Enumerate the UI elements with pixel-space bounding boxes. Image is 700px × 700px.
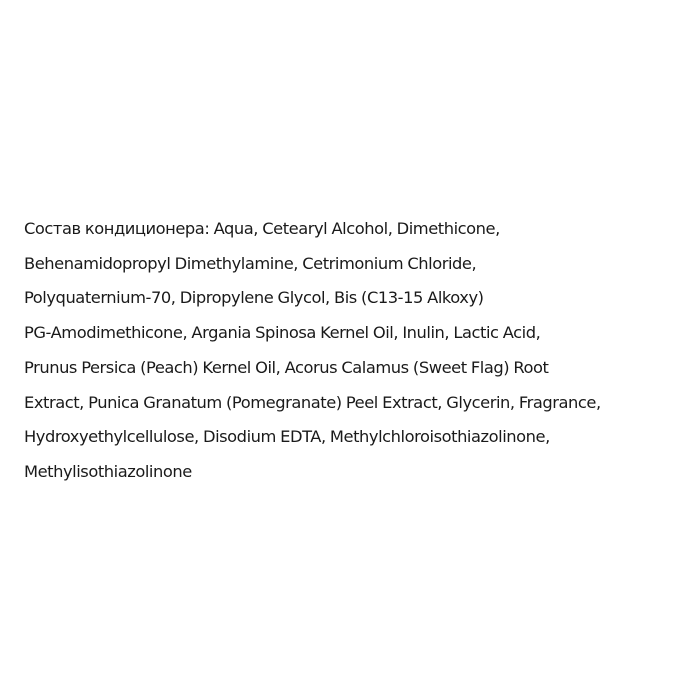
- ingredients-line-7: Hydroxyethylcellulose, Disodium EDTA, Methylchloroisothiazolinone,: [24, 427, 550, 447]
- ingredients-line-2: Behenamidopropyl Dimethylamine, Cetrimonium Chloride,: [24, 253, 477, 273]
- ingredients-line-6: Extract, Punica Granatum (Pomegranate) Peel Extract, Glycerin, Fragrance,: [24, 392, 601, 412]
- ingredients-line-3: Polyquaternium-70, Dipropylene Glycol, Bis (C13-15 Alkoxy): [24, 288, 484, 308]
- ingredients-line-1: Состав кондиционера: Aqua, Cetearyl Alcohol, Dimethicone,: [24, 219, 500, 238]
- ingredients-line-8: Methylisothiazolinone: [24, 461, 192, 481]
- ingredients-line-4: PG-Amodimethicone, Argania Spinosa Kernel Oil, Inulin, Lactic Acid,: [24, 323, 541, 343]
- conditioner-ingredients-text: [24, 212, 684, 490]
- ingredients-line-5: Prunus Persica (Peach) Kernel Oil, Acorus Calamus (Sweet Flag) Root: [24, 357, 549, 377]
